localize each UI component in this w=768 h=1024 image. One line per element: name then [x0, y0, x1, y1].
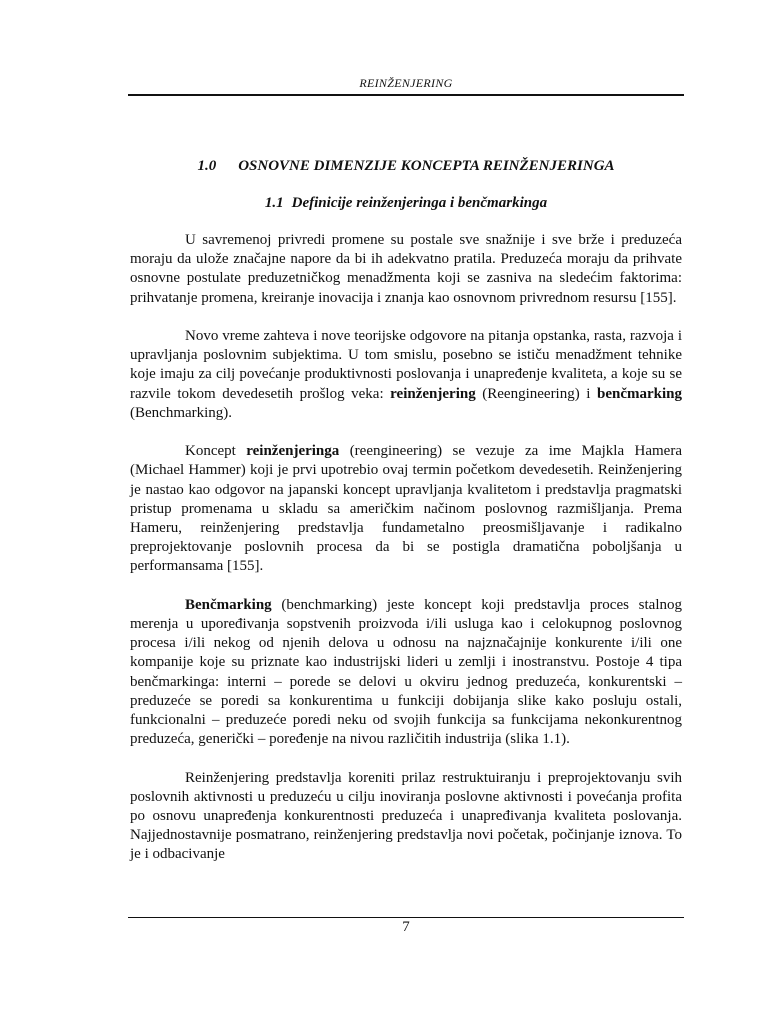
chapter-number: 1.0	[197, 158, 217, 174]
section-number: 1.1	[264, 195, 284, 211]
paragraph-2-text-c: (Reengineering) i	[475, 385, 597, 402]
header-divider	[128, 94, 684, 96]
paragraph-3	[130, 442, 682, 576]
paragraph-3-text-c: (reengineering) se vezuje za ime Majkla Hamera (Michael Hammer) koji je prvi upotrebio ovaj termin početkom devedesetih. Reinženjering je nastao kao odgovor na japanski koncept upravljanja kvalitetom i predstavlja pragmatski pristup promenama u skladu sa američkim načinom poslovnog razmišljanja. Prema Hameru, reinženjering predstavlja fundametalno preosmišljavanje i radikalno preprojektovanje poslovnih procesa da bi se postigla dramatična poboljšanja u performansama [155].	[130, 443, 682, 575]
paragraph-4	[130, 596, 682, 750]
term-bencmarking: benčmarking	[596, 385, 682, 402]
section-heading	[128, 195, 684, 212]
footer-divider	[128, 917, 684, 918]
term-bencmarking-lead: Benčmarking	[185, 596, 272, 613]
chapter-title: OSNOVNE DIMENZIJE KONCEPTA REINŽENJERINGA	[238, 158, 615, 174]
paragraph-5: Reinženjering predstavlja koreniti prilaz restruktuiranju i preprojektovanju svih poslovnih aktivnosti u preduzeću u cilju inoviranja poslovne aktivnosti i povećanja profita po osnovu unapređenja konkurentnosti preduzeća i unapređivanja kvaliteta poslovanja. Najjednostavnije posmatrano, reinženjering predstavlja novi početak, počinjanje iznova. To je i odbacivanje	[130, 769, 682, 863]
paragraph-4-text-c: (benchmarking) jeste koncept koji predstavlja proces stalnog merenja u upoređivanja sopstvenih proizvoda i/ili usluga kao i celokupnog poslovnog procesa i/ili nekog od njenih delova u odnosu na najznačajnije konkurente i/ili one kompanije koje su priznate kao industrijski lideri u zemlji i inostranstvu. Postoje 4 tipa benčmarkinga: interni – porede se delovi u okviru jednog preduzeća, konkurentski – preduzeće se poredi sa konkurentima u funkciji dobijanja slike kako posluju ostali, funkcionalni – preduzeće poredi neku od svojih funkcija sa funkcijama nekonkurentnog preduzeća, generički – poređenje na nivou različitih industrija (slika 1.1).	[130, 596, 682, 748]
paragraph-2	[130, 327, 682, 423]
paragraph-1: U savremenoj privredi promene su postale sve snažnije i sve brže i preduzeća moraju da ulože značajne napore da bi ih adekvatno pratila. Preduzeća moraju da prihvate osnovne postulate preduzetničkog menadžmenta koji se zasniva na sledećim faktorima: prihvatanje promena, kreiranje inovacija i znanja kao osnovnom privrednom resursu [155].	[130, 232, 682, 306]
paragraph-3-text-a: Koncept	[185, 443, 247, 460]
term-reinzenjering: reinženjering	[390, 385, 476, 402]
section-title: Definicije reinženjeringa i benčmarkinga	[291, 195, 548, 211]
running-header: REINŽENJERING	[359, 76, 453, 90]
term-reinzenjeringa: reinženjeringa	[246, 443, 340, 460]
page-number: 7	[402, 919, 410, 935]
paragraph-2-text-d: (Benchmarking).	[130, 404, 233, 421]
chapter-heading	[128, 158, 684, 175]
paragraph-2-text-a: Novo vreme zahteva i nove teorijske odgovore na pitanja opstanka, rasta, razvoja i upravljanja poslovnim subjektima. U tom smislu, posebno se ističu menadžment tehnike koje imaju za cilj povećanje produktivnosti poslovanja i unapređenje kvaliteta, a koje su se razvile tokom devedesetih prošlog veka:	[130, 328, 682, 402]
body-text	[130, 231, 682, 884]
